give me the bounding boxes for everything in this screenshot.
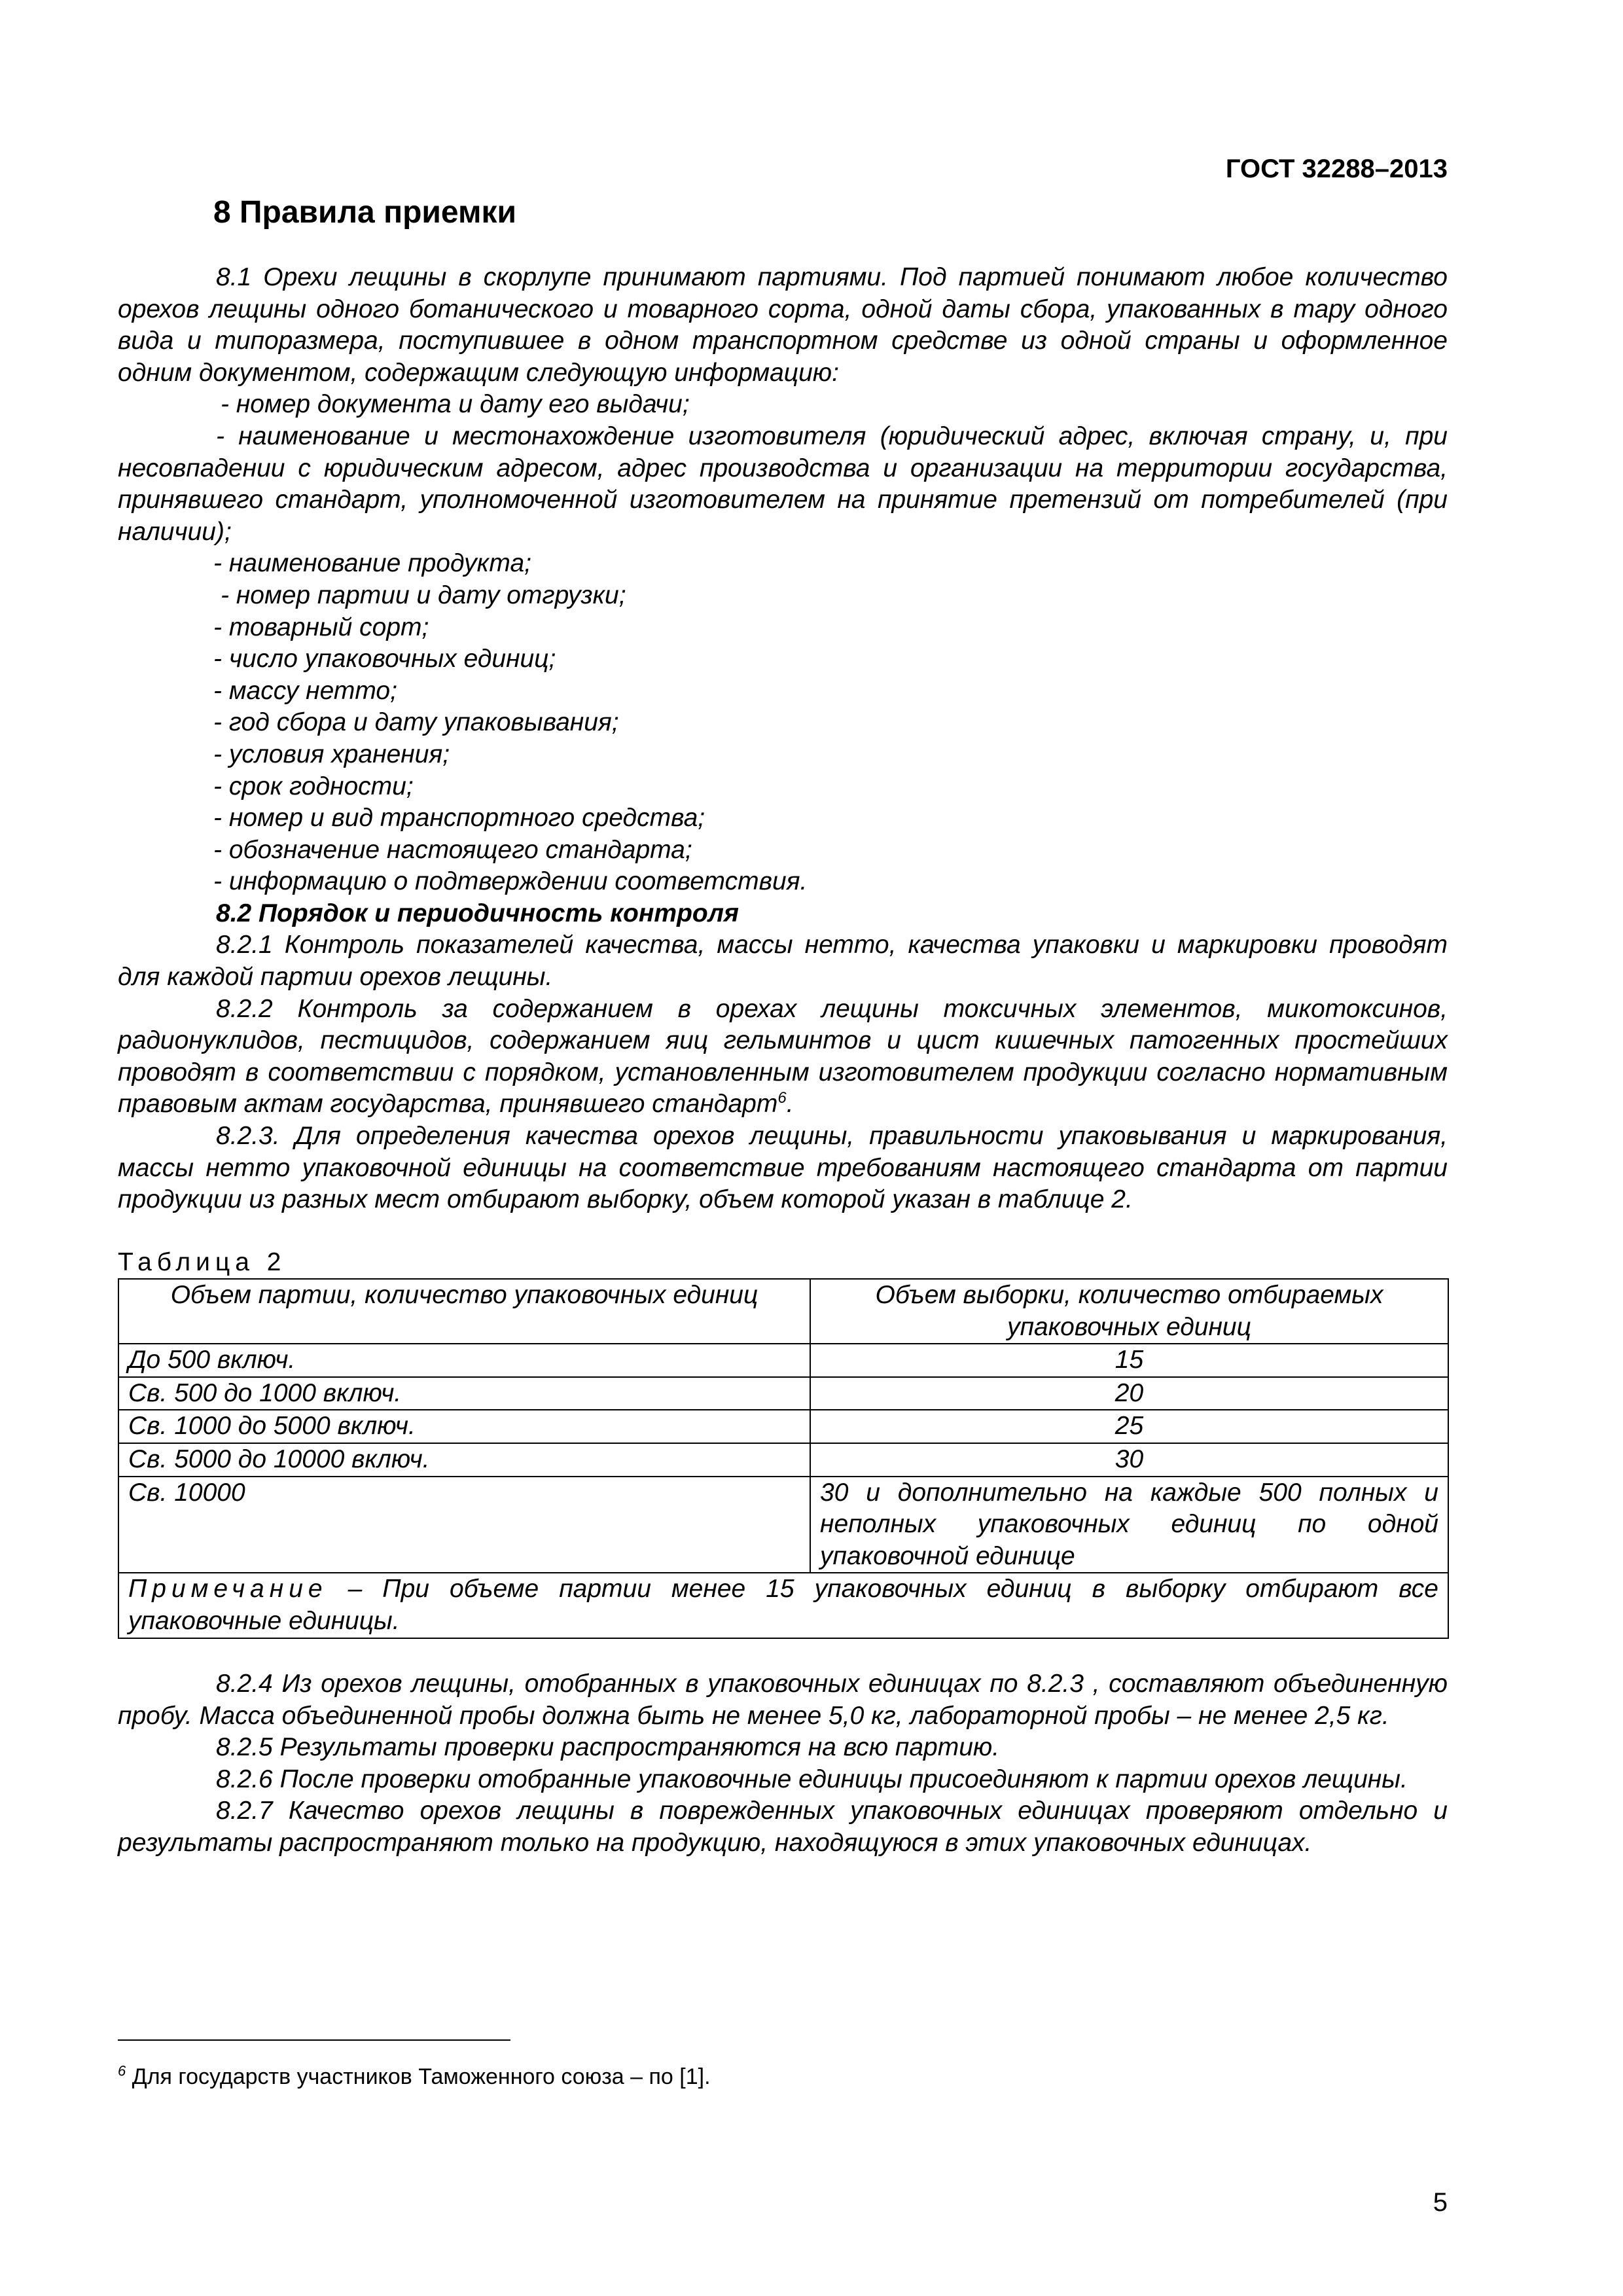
footnote-mark: 6 <box>118 2062 126 2079</box>
footnote-separator <box>118 2039 510 2041</box>
sample-size-cell: 15 <box>810 1344 1448 1377</box>
list-item: - информацию о подтверждении соответствия. <box>213 867 808 896</box>
paragraph-8-2-2-end: . <box>786 1090 794 1119</box>
table-header-row <box>118 1279 1448 1344</box>
lot-size-cell: Св. 1000 до 5000 включ. <box>118 1410 810 1443</box>
list-item: - наименование продукта; <box>213 549 531 578</box>
footnote-reference: 6 <box>777 1089 787 1107</box>
sample-size-cell: 25 <box>810 1410 1448 1443</box>
list-item: - массу нетто; <box>213 676 397 705</box>
table-note-row <box>118 1573 1448 1638</box>
table-caption: Таблица 2 <box>118 1248 287 1276</box>
section-title: 8 Правила приемки <box>213 195 517 230</box>
list-item: - год сбора и дату упаковывания; <box>213 708 619 737</box>
lot-size-cell: Св. 5000 до 10000 включ. <box>118 1443 810 1477</box>
sample-size-table <box>118 1278 1448 1639</box>
note-text: – При объеме партии менее 15 упаковочных единиц в выборку отбирают все упаковочные единицы. <box>128 1575 1438 1635</box>
footnote <box>118 2062 711 2092</box>
list-item: - номер партии и дату отгрузки; <box>221 581 626 609</box>
lot-size-cell: До 500 включ. <box>118 1344 810 1377</box>
table-row <box>118 1443 1448 1477</box>
table-row <box>118 1410 1448 1443</box>
list-item: - товарный сорт; <box>213 613 429 641</box>
paragraph-8-2-3: 8.2.3. Для определения качества орехов лещины, правильности упаковывания и маркирования, массы нетто упаковочной единицы на соответствие требованиям настоящего стандарта от партии продукции из разных мест отбирают выборку, объем которой указан в таблице 2. <box>118 1122 1448 1214</box>
table-row <box>118 1377 1448 1410</box>
column-header-sample: Объем выборки, количество отбираемых упаковочных единиц <box>810 1279 1448 1344</box>
list-item: - номер документа и дату его выдачи; <box>221 390 690 419</box>
paragraph-8-2-6: 8.2.6 После проверки отобранные упаковочные единицы присоединяют к партии орехов лещины. <box>216 1765 1408 1793</box>
footnote-text: Для государств участников Таможенного союза – по [1]. <box>126 2064 711 2089</box>
paragraph-8-2-2-text: 8.2.2 Контроль за содержанием в орехах лещины токсичных элементов, микотоксинов, радионуклидов, пестицидов, содержанием яиц гельминтов и цист кишечных патогенных простейших проводят в соответствии с порядком, установленным изготовителем продукции согласно нормативным правовым актам государства, принявшего стандарт <box>118 994 1448 1119</box>
list-item: - число упаковочных единиц; <box>213 645 556 673</box>
page-number: 5 <box>1433 2188 1448 2217</box>
table-row <box>118 1344 1448 1377</box>
paragraph-8-2-4: 8.2.4 Из орехов лещины, отобранных в упаковочных единицах по 8.2.3 , составляют объединенную пробу. Масса объединенной пробы должна быть не менее 5,0 кг, лабораторной пробы – не менее 2,5 кг. <box>118 1670 1448 1730</box>
paragraph-8-2-7: 8.2.7 Качество орехов лещины в поврежденных упаковочных единицах проверяют отдельно и результаты распространяют только на продукцию, находящуюся в этих упаковочных единицах. <box>118 1797 1448 1857</box>
sample-size-cell: 30 и дополнительно на каждые 500 полных и неполных упаковочных единиц по одной упаковочной единице <box>810 1477 1448 1573</box>
table-row <box>118 1477 1448 1573</box>
paragraph-8-1: 8.1 Орехи лещины в скорлупе принимают партиями. Под партией понимают любое количество орехов лещины одного ботанического и товарного сорта, одной даты сбора, упакованных в тару одного вида и типоразмера, поступившее в одном транспортном средстве из одной страны и оформленное одним документом, содержащим следующую информацию: <box>118 263 1448 387</box>
document-code-header: ГОСТ 32288–2013 <box>1225 154 1448 183</box>
list-item: - наименование и местонахождение изготовителя (юридический адрес, включая страну, и, при несовпадении с юридическим адресом, адрес производства и организации на территории государства, принявшего стандарт, уполномоченной изготовителем на принятие претензий от потребителей (при наличии); <box>118 422 1448 546</box>
sample-size-cell: 30 <box>810 1443 1448 1477</box>
table-note <box>118 1573 1448 1638</box>
paragraph-8-2-2 <box>118 994 1448 1121</box>
paragraph-8-2-5: 8.2.5 Результаты проверки распространяются на всю партию. <box>216 1733 1000 1762</box>
paragraph-8-2-1: 8.2.1 Контроль показателей качества, массы нетто, качества упаковки и маркировки проводят для каждой партии орехов лещины. <box>118 931 1448 992</box>
lot-size-cell: Св. 10000 <box>118 1477 810 1573</box>
section-body <box>118 262 1448 1216</box>
lot-size-cell: Св. 500 до 1000 включ. <box>118 1377 810 1410</box>
list-item: - условия хранения; <box>213 740 450 768</box>
post-table-body <box>118 1668 1448 1859</box>
list-item: - обозначение настоящего стандарта; <box>213 835 692 864</box>
note-label: Примечание <box>128 1575 328 1604</box>
sample-size-cell: 20 <box>810 1377 1448 1410</box>
list-item: - номер и вид транспортного средства; <box>213 804 705 833</box>
subsection-title-8-2: 8.2 Порядок и периодичность контроля <box>216 899 739 927</box>
column-header-lot: Объем партии, количество упаковочных единиц <box>118 1279 810 1344</box>
list-item: - срок годности; <box>213 772 414 800</box>
